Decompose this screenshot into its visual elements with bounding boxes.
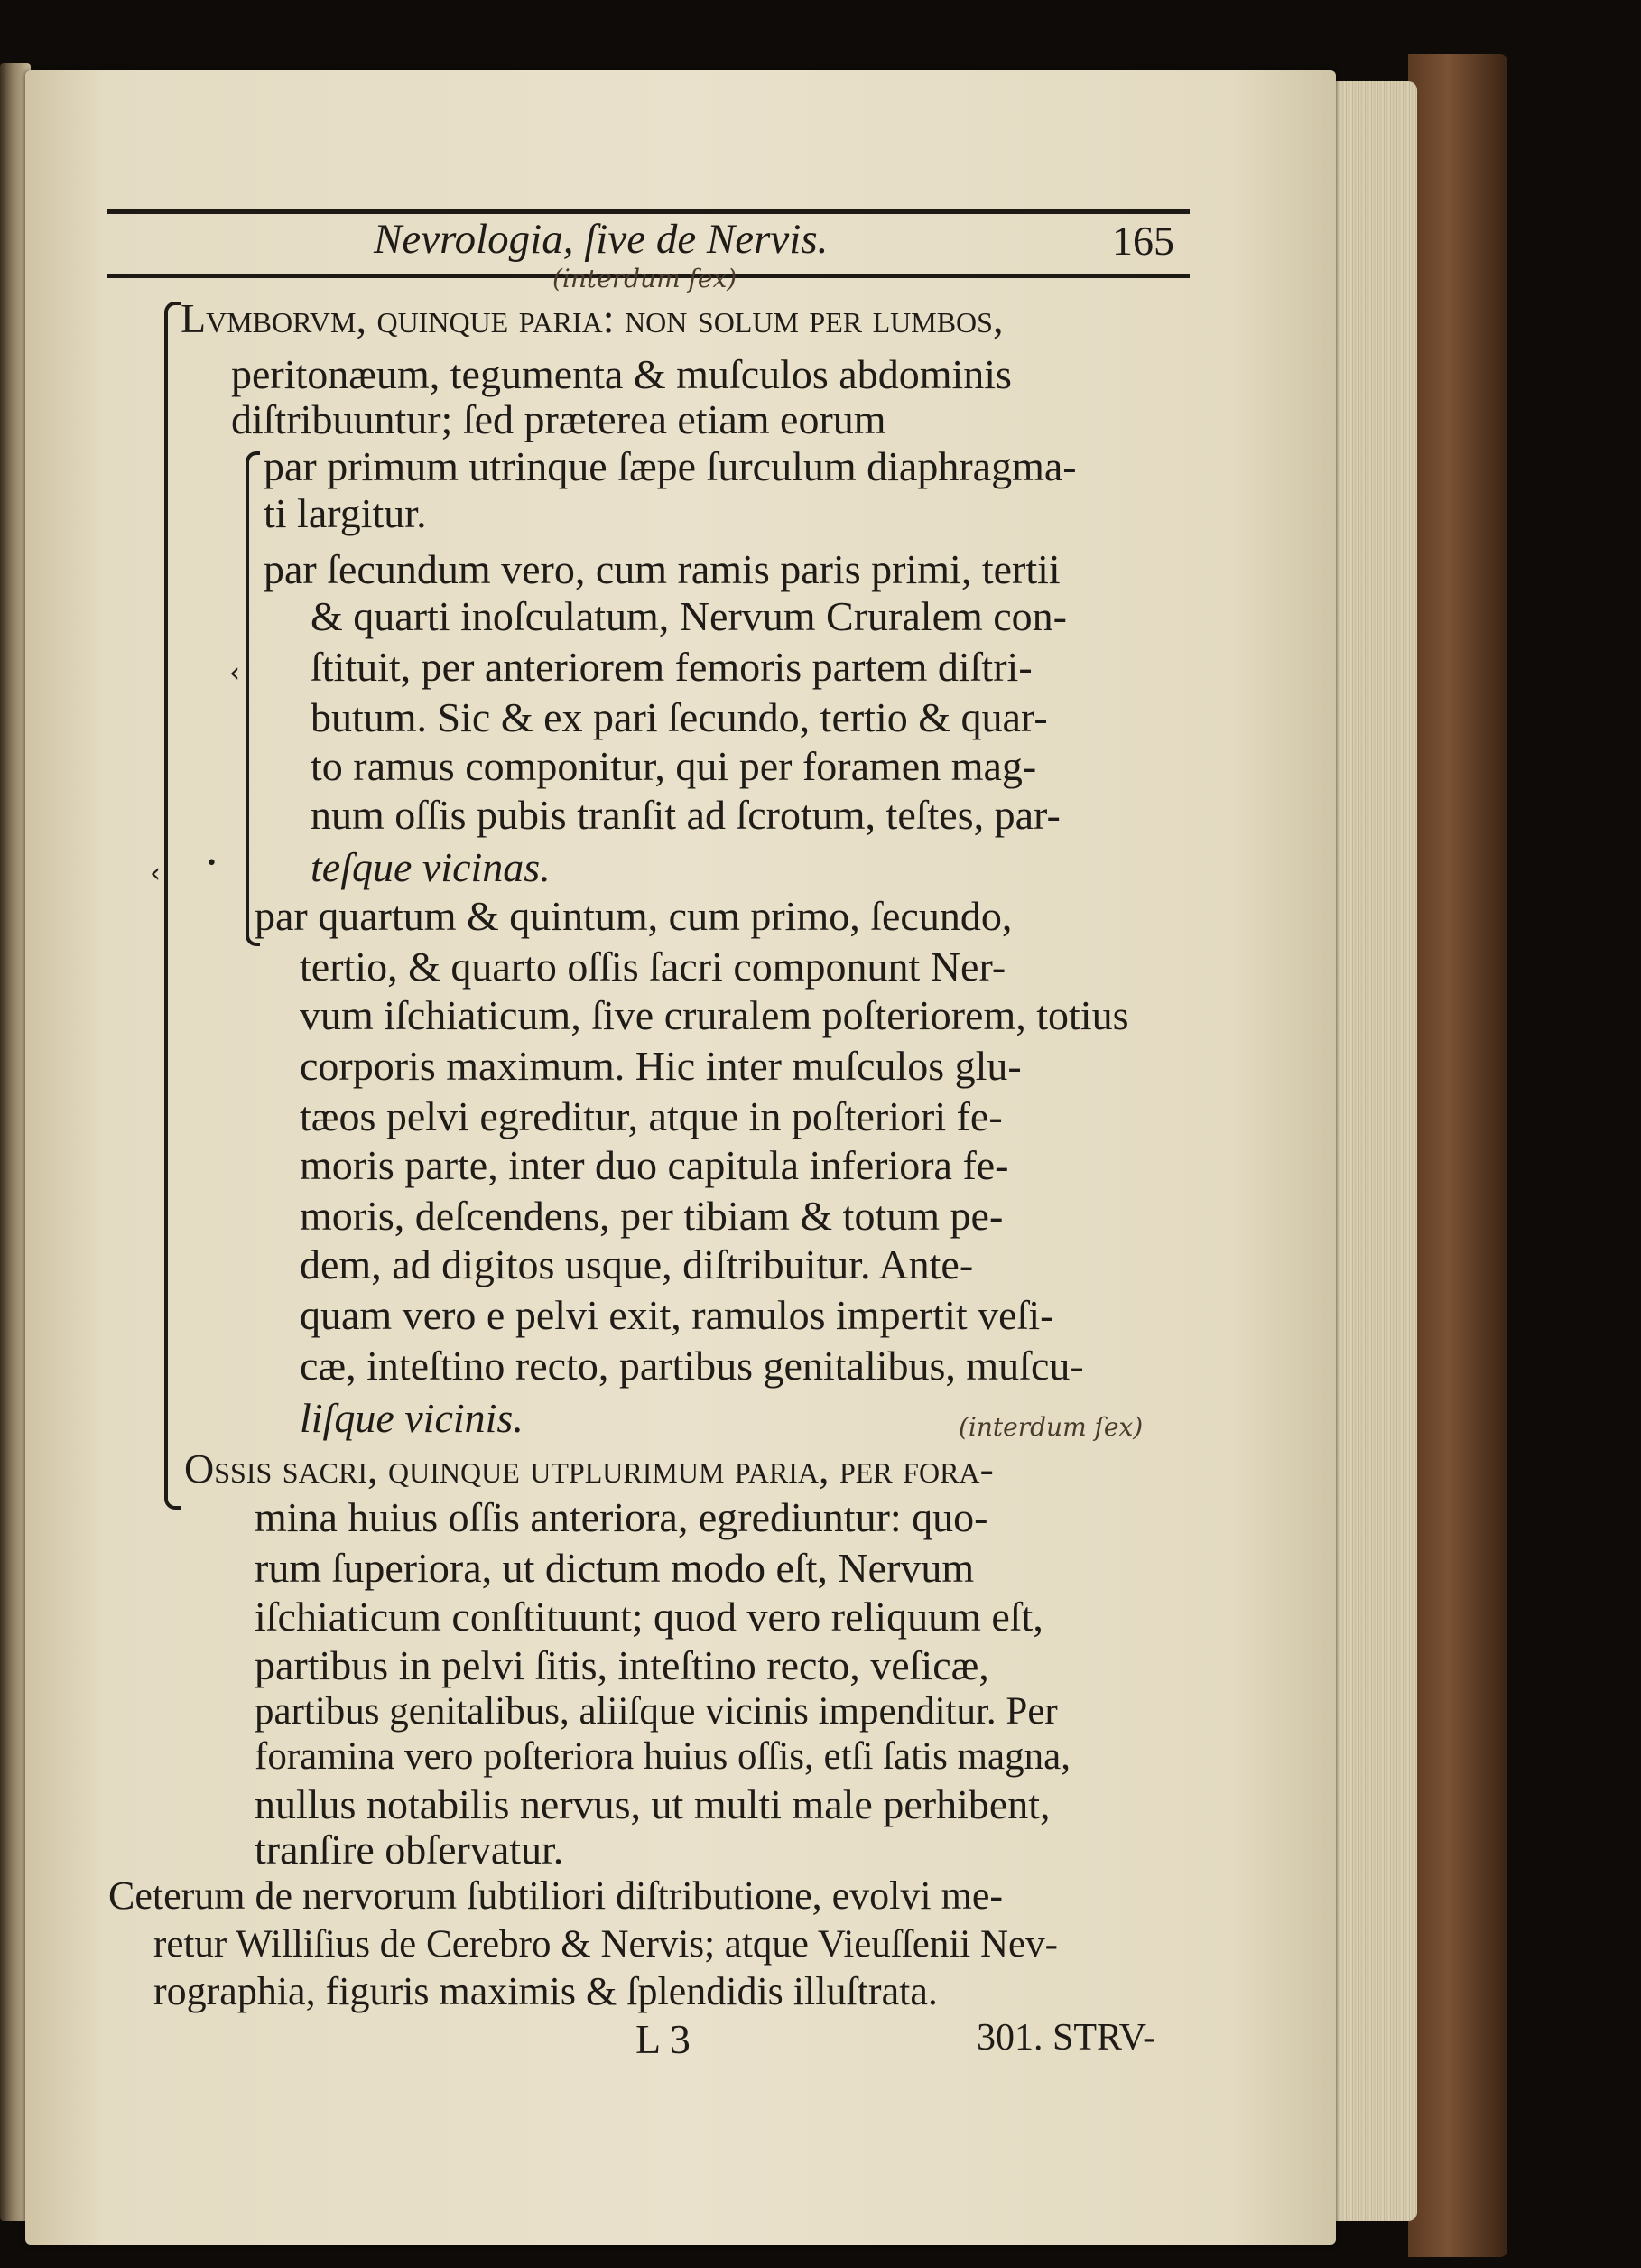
text-line: foramina vero poſteriora huius oſſis, etſi ſatis magna,: [255, 1735, 1071, 1778]
inner-bracket-paria: [246, 451, 260, 946]
text-line: to ramus componitur, qui per foramen mag-: [311, 743, 1037, 789]
handwritten-note-top: (interdum ſex): [552, 264, 737, 293]
text-line: tæos pelvi egreditur, atque in poſteriori fe-: [300, 1093, 1003, 1139]
text-line: partibus genitalibus, aliiſque vicinis impenditur. Per: [255, 1690, 1058, 1733]
text-line: moris parte, inter duo capitula inferiora fe-: [300, 1142, 1009, 1188]
text-line: tranſire obſervatur.: [255, 1826, 564, 1873]
text-line: quam vero e pelvi exit, ramulos impertit veſi-: [300, 1292, 1054, 1338]
book-cover: [1408, 54, 1507, 2257]
header-rule-top: [107, 209, 1190, 214]
page-stack: [1334, 81, 1417, 2221]
outer-bracket-lumborum: [164, 302, 181, 1510]
text-line: dem, ad digitos usque, diſtribuitur. Ante-: [300, 1241, 974, 1287]
catchword: 301. STRV-: [977, 2017, 1156, 2059]
text-line: ti largitur.: [264, 490, 427, 536]
text-line: mina huius oſſis anteriora, egrediuntur: quo-: [255, 1494, 988, 1540]
text-line: peritonæum, tegumenta & muſculos abdominis: [231, 351, 1012, 397]
text-line: corporis maximum. Hic inter muſculos glu-: [300, 1043, 1022, 1089]
text-line: vum iſchiaticum, ſive cruralem poſteriorem, totius: [300, 992, 1129, 1038]
text-line: par quartum & quintum, cum primo, ſecundo,: [255, 893, 1013, 939]
text-line: butum. Sic & ex pari ſecundo, tertio & quar-: [311, 694, 1048, 740]
text-line: moris, deſcendens, per tibiam & totum pe-: [300, 1193, 1004, 1239]
text-line: par ſecundum vero, cum ramis paris primi, tertii: [264, 546, 1061, 592]
text-line: liſque vicinis.: [300, 1395, 524, 1441]
text-line: retur Williſius de Cerebro & Nervis; atque Vieuſſenii Nev-: [153, 1923, 1058, 1966]
handwritten-note-right: (interdum ſex): [959, 1412, 1144, 1442]
text-line: Ossis sacri, quinque utplurimum paria, per fora-: [184, 1445, 994, 1492]
text-line: cæ, inteſtino recto, partibus genitalibus, muſcu-: [300, 1343, 1084, 1389]
text-line: teſque vicinas.: [311, 844, 551, 890]
page-number: 165: [1112, 218, 1174, 264]
text-line: diſtribuuntur; ſed præterea etiam eorum: [231, 396, 886, 442]
text-line: tertio, & quarto oſſis ſacri componunt Ner-: [300, 943, 1006, 990]
text-line: nullus notabilis nervus, ut multi male perhibent,: [255, 1781, 1051, 1827]
bracket-point-mark-outer: ‹: [150, 858, 161, 889]
text-line: & quarti inoſculatum, Nervum Cruralem con-: [311, 593, 1067, 639]
running-title: Nevrologia, ſive de Nervis.: [374, 216, 829, 263]
bullet-mark: •: [206, 852, 218, 875]
text-line: Ceterum de nervorum ſubtiliori diſtributione, evolvi me-: [108, 1873, 1004, 1918]
bracket-point-mark: ‹: [229, 657, 240, 689]
text-line: iſchiaticum conſtituunt; quod vero reliquum eſt,: [255, 1594, 1043, 1640]
text-line: Lvmborvm, quinque paria: non ſolum per lumbos,: [181, 295, 1004, 341]
text-line: ſtituit, per anteriorem femoris partem diſtri-: [311, 644, 1033, 690]
text-line: partibus in pelvi ſitis, inteſtino recto, veſicæ,: [255, 1642, 989, 1688]
text-line: rum ſuperiora, ut dictum modo eſt, Nervum: [255, 1545, 975, 1591]
signature-mark: L 3: [635, 2016, 691, 2062]
text-line: rographia, figuris maximis & ſplendidis illuſtrata.: [153, 1969, 938, 2013]
text-line: par primum utrinque ſæpe ſurculum diaphragma-: [264, 443, 1077, 489]
text-line: num oſſis pubis tranſit ad ſcrotum, teſtes, par-: [311, 792, 1061, 838]
